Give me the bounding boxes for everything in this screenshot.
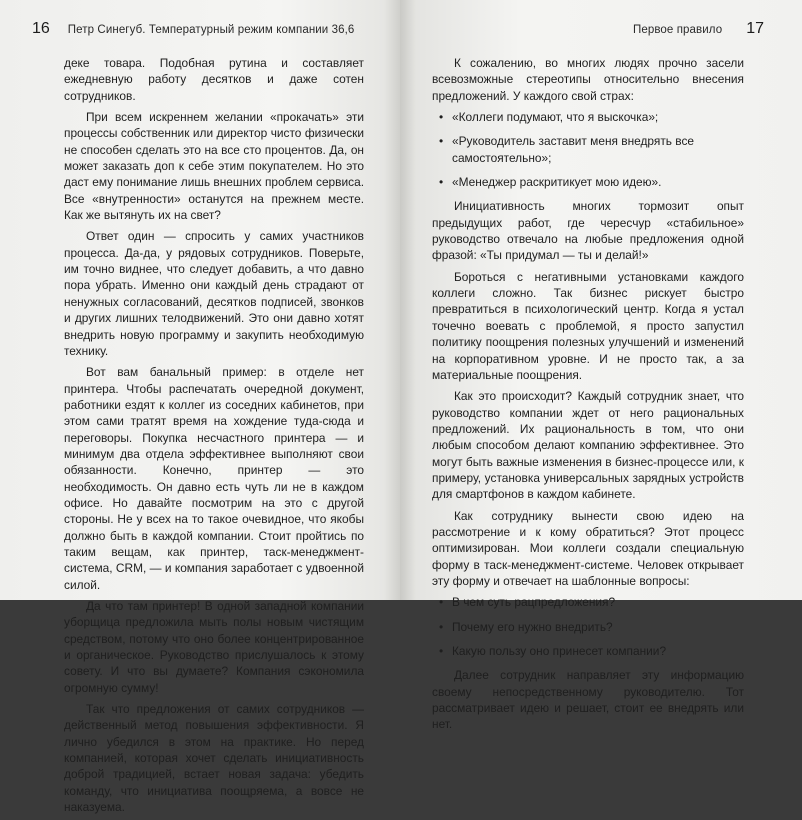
list-item: • «Менеджер раскритикует мою идею». <box>432 174 744 190</box>
page-number: 17 <box>746 20 764 37</box>
paragraph: Так что предложения от самих сотрудников — действенный метод повышения эффективности. Я лично убедился в этом на практике. Но перед компанией, которая хочет сделать инициативность доброй традицией, встает новая задача: убедить команду, что инициатива поощряема, а вовсе не наказуема. <box>64 702 364 815</box>
fears-list <box>432 109 744 190</box>
paragraph: Ответ один — спросить у самих участников процесса. Да-да, у рядовых сотрудников. Поверьте, им точно виднее, что следует добавить, а что давно пора убрать. Именно они каждый день страдают от ненужных согласований, десятков подписей, звонков и других лишних телодвижений. Это они давно хотят внедрить новую программу и закупить необходимую технику. <box>64 229 364 358</box>
chapter-title: Первое правило <box>632 24 723 36</box>
page-number: 16 <box>32 20 50 37</box>
left-page <box>0 0 400 815</box>
paragraph: Да что там принтер! В одной западной компании уборщица предложила мыть полы новым чистящим средством, потому что оно более концентрированное и органическое. Руководство прислушалось к этому совету. И что вы думаете? Компания сэкономила огромную сумму! <box>64 599 364 695</box>
paragraph: Как сотруднику вынести свою идею на рассмотрение и к кому обратиться? Этот процесс оптимизирован. Мои коллеги создали специальную форму в таск-менеджмент-системе. Человек открывает эту форму и отвечает на шаблонные вопросы: <box>432 508 744 588</box>
list-item: • «Руководитель заставит меня внедрять все самостоятельно»; <box>432 133 744 166</box>
left-page-body <box>64 55 364 820</box>
right-page-header <box>633 20 764 38</box>
paragraph: Как это происходит? Каждый сотрудник знает, что руководство компании ждет от него рациональных предложений. Их рациональность в том, что они любым способом делают компанию эффективнее. Это могут быть важные изменения в бизнес-процессе или, к примеру, установка универсальных зарядных устройств для смартфонов в каждом кабинете. <box>432 389 744 502</box>
questions-list <box>432 594 744 659</box>
right-page <box>400 0 802 732</box>
list-item: • Почему его нужно внедрить? <box>432 619 744 635</box>
paragraph: Инициативность многих тормозит опыт предыдущих работ, где чересчур «стабильное» руководство отвечало на любые предложения одной фразой: «Ты придумал — ты и делай!» <box>432 199 744 263</box>
running-title: Петр Синегуб. Температурный режим компании 36,6 <box>67 24 355 36</box>
paragraph: Вот вам банальный пример: в отделе нет принтера. Чтобы распечатать очередной документ, работники ездят к коллег из соседних кабинетов, при этом сами тратят время на хождение туда-сюда и переговоры. Покупка несчастного принтера — и минимум два отдела эффективнее выполняют свои обязанности. Конечно, принтер — это необходимость. Он давно есть чуть ли не в каждом офисе. Но давайте посмотрим на это с другой стороны. Не у всех на то такое очевидное, что якобы должно быть в каждой компании. Стоит пройтись по таким вещам, как принтер, таск-менеджмент-система, CRM, — и компания заработает с удвоенной силой. <box>64 365 364 592</box>
paragraph: Бороться с негативными установками каждого коллеги сложно. Так бизнес рискует быстро превратиться в психологический центр. Когда я устал точечно воевать с проблемой, я просто запустил политику поощрения полезных улучшений и изменений на корпоративном уровне. И не просто так, а за материальные поощрения. <box>432 269 744 382</box>
list-item: • Какую пользу оно принесет компании? <box>432 643 744 659</box>
left-page-header <box>32 20 354 38</box>
paragraph: При всем искреннем желании «прокачать» эти процессы собственник или директор чисто физически не способен сделать это на все сто процентов. Да, он может заказать доп к себе этим покупателем. Но это даст ему понимание лишь внешних проблем сервиса. Все «внутренности» останутся на прежнем месте. Как же вытянуть их на свет? <box>64 110 364 223</box>
list-item: • «Коллеги подумают, что я выскочка»; <box>432 109 744 125</box>
paragraph: деке товара. Подобная рутина и составляет ежедневную работу десятков и даже сотен сотрудников. <box>64 56 364 103</box>
list-item: • В чем суть рацпредложения? <box>432 594 744 610</box>
paragraph: Далее сотрудник направляет эту информацию своему непосредственному руководителю. Тот рассматривает идею и решает, стоит ее внедрять или нет. <box>432 668 744 732</box>
paragraph: К сожалению, во многих людях прочно засели всевозможные стереотипы относительно внесения предложений. У каждого свой страх: <box>432 56 744 103</box>
right-page-body <box>432 55 744 738</box>
